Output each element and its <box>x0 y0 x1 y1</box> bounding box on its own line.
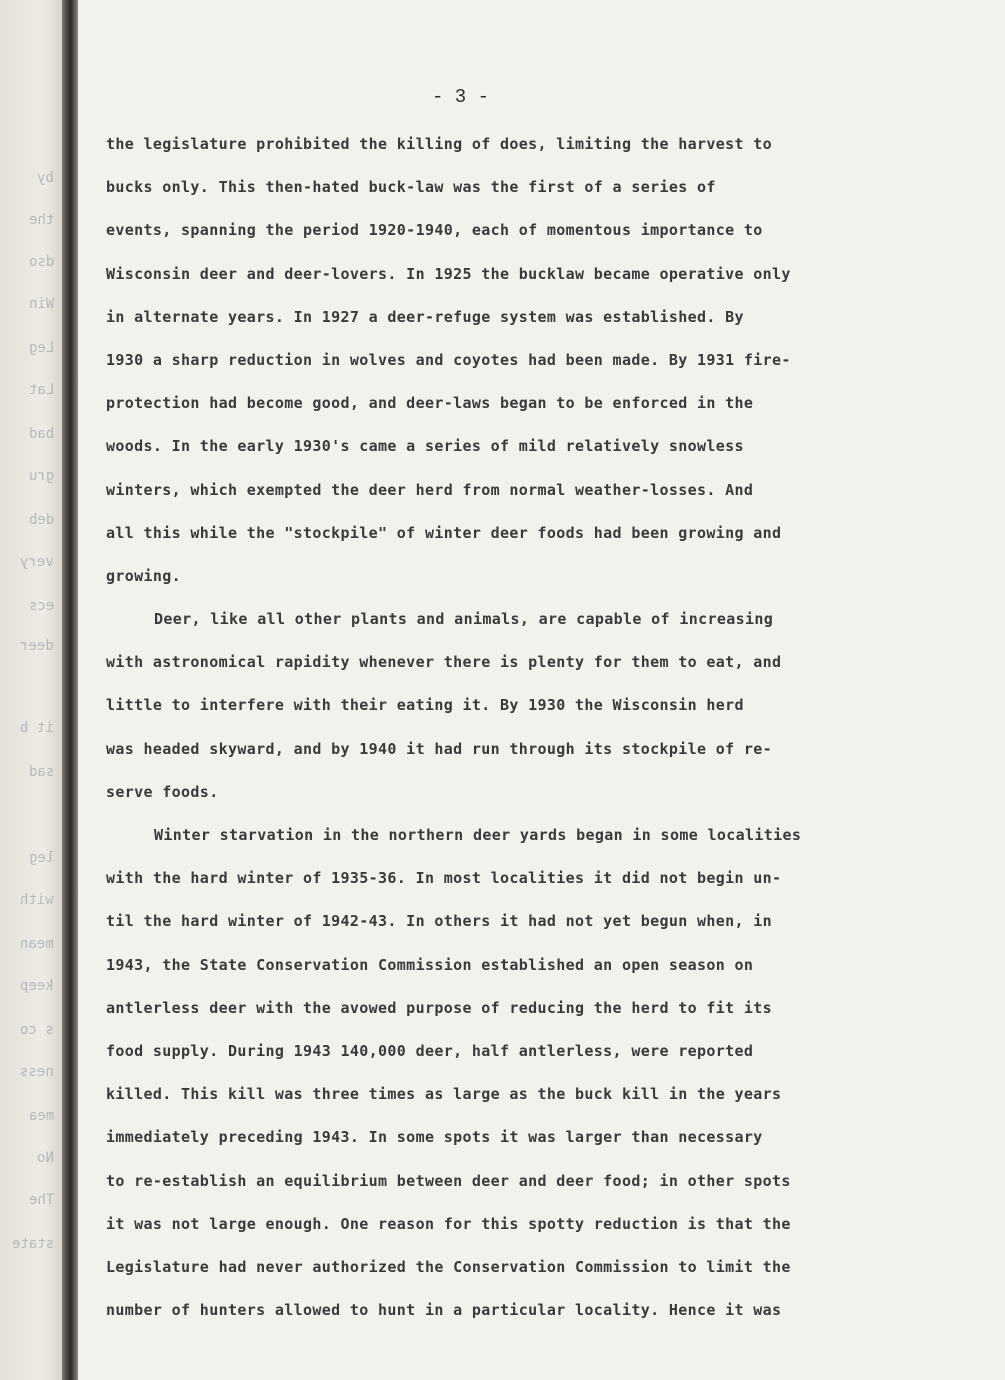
bleed-fragment: ecs <box>28 598 54 614</box>
typed-body-text <box>106 130 906 1339</box>
page-number: - 3 - <box>432 86 490 108</box>
paragraph-start-line: Deer, like all other plants and animals, are capable of increasing <box>154 610 774 629</box>
bleed-fragment: very <box>20 554 54 570</box>
text-line: with the hard winter of 1935-36. In most localities it did not begin un- <box>106 869 782 888</box>
bleed-fragment: by <box>37 170 54 186</box>
text-line: bucks only. This then-hated buck-law was the first of a series of <box>106 178 716 197</box>
bleed-fragment: s co <box>20 1022 54 1038</box>
bleed-fragment: Lat <box>28 382 54 398</box>
bleed-fragment: keep <box>20 978 54 994</box>
bleed-fragment: No <box>37 1150 54 1166</box>
bleed-fragment: ness <box>20 1064 54 1080</box>
text-line: little to interfere with their eating it. By 1930 the Wisconsin herd <box>106 696 744 715</box>
text-line: immediately preceding 1943. In some spots it was larger than necessary <box>106 1128 763 1147</box>
previous-page-edge <box>0 0 62 1380</box>
text-line: antlerless deer with the avowed purpose of reducing the herd to fit its <box>106 998 773 1017</box>
text-line: in alternate years. In 1927 a deer-refuge system was established. By <box>106 307 744 326</box>
book-gutter <box>62 0 78 1380</box>
typescript-page <box>78 0 1005 1380</box>
text-line: all this while the "stockpile" of winter deer foods had been growing and <box>106 523 782 542</box>
text-line: woods. In the early 1930's came a series of mild relatively snowless <box>106 437 744 456</box>
text-line: was headed skyward, and by 1940 it had run through its stockpile of re- <box>106 739 773 758</box>
bleed-fragment: the <box>28 212 54 228</box>
text-line: the legislature prohibited the killing of does, limiting the harvest to <box>106 135 773 153</box>
text-line: growing. <box>106 566 182 585</box>
text-line: 1943, the State Conservation Commission established an open season on <box>106 955 754 974</box>
bleed-fragment: sad <box>28 764 54 780</box>
text-line: it was not large enough. One reason for this spotty reduction is that the <box>106 1214 791 1233</box>
text-line: with astronomical rapidity whenever there is plenty for them to eat, and <box>106 653 782 672</box>
text-line: events, spanning the period 1920-1940, each of momentous importance to <box>106 221 763 240</box>
bleed-fragment: Win <box>28 296 54 312</box>
text-line: winters, which exempted the deer herd from normal weather-losses. And <box>106 480 754 499</box>
bleed-fragment: gru <box>28 468 54 484</box>
text-line: Wisconsin deer and deer-lovers. In 1925 the bucklaw became operative only <box>106 264 791 283</box>
text-line: killed. This kill was three times as large as the buck kill in the years <box>106 1085 782 1104</box>
bleed-fragment: dso <box>28 254 54 270</box>
bleed-fragment: it b <box>20 720 54 736</box>
bleed-fragment: The <box>28 1192 54 1208</box>
bleed-fragment: deer <box>20 638 54 654</box>
text-line: serve foods. <box>106 782 219 801</box>
bleed-fragment: with <box>20 892 54 908</box>
text-line: til the hard winter of 1942-43. In others it had not yet begun when, in <box>106 912 773 931</box>
text-line: protection had become good, and deer-laws began to be enforced in the <box>106 394 754 413</box>
bleed-fragment: leg <box>28 850 54 866</box>
paragraph-start-line: Winter starvation in the northern deer yards began in some localities <box>154 826 802 844</box>
bleed-fragment: Leg <box>28 340 54 356</box>
bleed-fragment: mea <box>28 1108 54 1124</box>
text-line: number of hunters allowed to hunt in a particular locality. Hence it was <box>106 1301 782 1320</box>
bleed-fragment: mean <box>20 936 54 952</box>
bleed-fragment: state <box>11 1236 54 1252</box>
bleed-through-text <box>0 160 58 1320</box>
bleed-fragment: deb <box>28 512 54 528</box>
text-line: Legislature had never authorized the Conservation Commission to limit the <box>106 1257 791 1276</box>
text-line: food supply. During 1943 140,000 deer, half antlerless, were reported <box>106 1041 754 1060</box>
bleed-fragment: bad <box>28 426 54 442</box>
text-line: 1930 a sharp reduction in wolves and coyotes had been made. By 1931 fire- <box>106 350 791 369</box>
text-line: to re-establish an equilibrium between deer and deer food; in other spots <box>106 1171 791 1190</box>
